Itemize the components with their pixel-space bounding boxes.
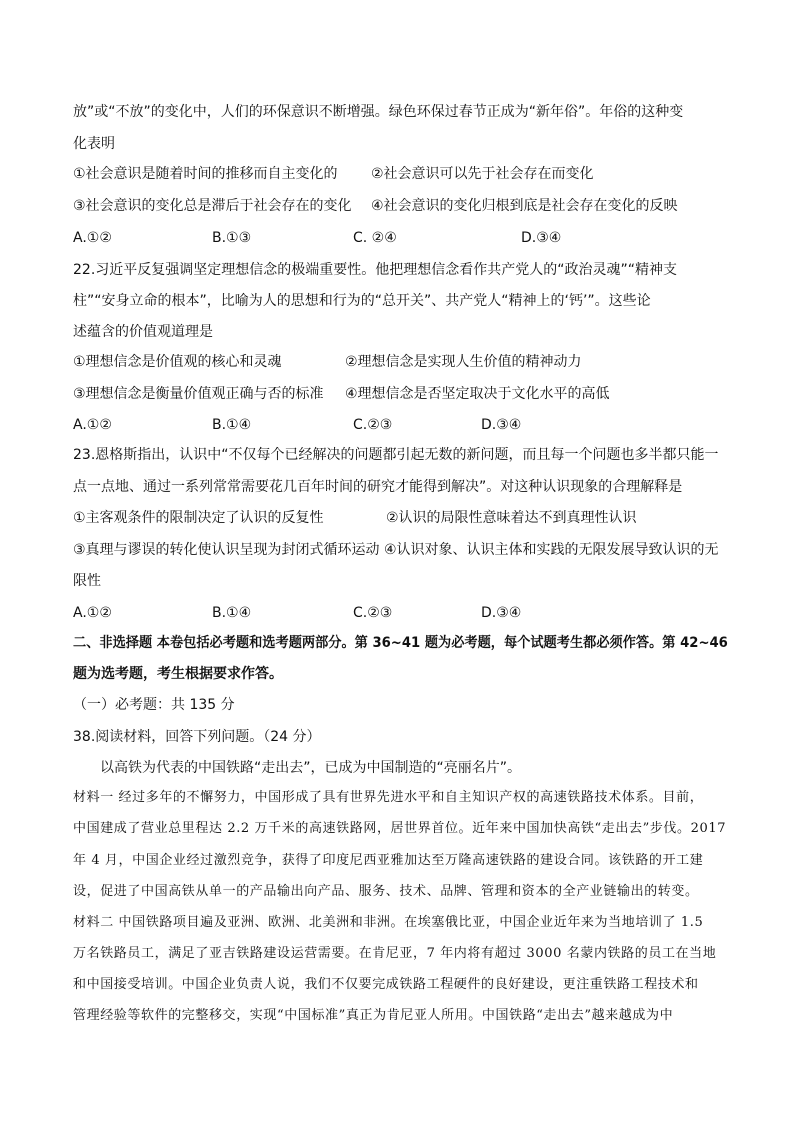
q21-option-3: ③社会意识的变化总是滞后于社会存在的变化 (73, 198, 352, 214)
q21-option-2: ②社会意识可以先于社会存在而变化 (371, 166, 594, 182)
q21-option-4: ④社会意识的变化归根到底是社会存在变化的反映 (371, 198, 678, 214)
q22-option-4: ④理想信念是否坚定取决于文化水平的高低 (345, 386, 610, 402)
q21-choice-c: C. ②④ (353, 230, 397, 246)
q22-option-2: ②理想信念是实现人生价值的精神动力 (345, 354, 582, 370)
q21-stem-line1: 放”或“不放”的变化中，人们的环保意识不断增强。绿色环保过春节正成为“新年俗”。年俗的这种变 (73, 104, 684, 120)
q23-stem-line2: 点一点地、通过一系列常常需要花几百年时间的研究才能得到解决”。对这种认识现象的合理解释是 (73, 479, 683, 495)
q23-option-1: ①主客观条件的限制决定了认识的反复性 (73, 510, 324, 526)
q38-material2-line4: 管理经验等软件的完整移交，实现“中国标准”真正为肯尼亚人所用。中国铁路“走出去”越来越成为中 (73, 1008, 674, 1023)
q21-choice-d: D.③④ (521, 230, 562, 246)
q21-stem-line2: 化表明 (73, 136, 115, 152)
q38-intro: 以高铁为代表的中国铁路“走出去”，已成为中国制造的“亮丽名片”。 (100, 760, 522, 776)
q22-choice-a: A.①② (73, 417, 112, 433)
q22-stem-line3: 述蕴含的价值观道理是 (73, 324, 213, 340)
q23-option-3-4: ③真理与谬误的转化使认识呈现为封闭式循环运动 ④认识对象、认识主体和实践的无限发展导致认识的无 (73, 542, 719, 558)
q21-option-1: ①社会意识是随着时间的推移而自主变化的 (73, 166, 338, 182)
q22-stem-line2: 柱”“安身立命的根本”，比喻为人的思想和行为的“总开关”、共产党人“精神上的‘钙’”。这些论 (73, 293, 651, 309)
q38-material1-line2: 中国建成了营业总里程达 2.2 万千米的高速铁路网，居世界首位。近年来中国加快高铁“走出去”步伐。2017 (73, 821, 727, 836)
q38-title: 38.阅读材料，回答下列问题。（24 分） (73, 729, 321, 745)
section2-subheading: （一）必考题：共 135 分 (73, 697, 235, 713)
q22-stem-line1: 22.习近平反复强调坚定理想信念的极端重要性。他把理想信念看作共产党人的“政治灵魂”“精神支 (73, 262, 678, 278)
q38-material2-line3: 和中国接受培训。中国企业负责人说，我们不仅要完成铁路工程硬件的良好建设，更注重铁路工程技术和 (73, 977, 699, 992)
q38-material1-line1: 材料一 经过多年的不懈努力，中国形成了具有世界先进水平和自主知识产权的高速铁路技术体系。目前， (73, 790, 704, 805)
q22-choice-d: D.③④ (481, 417, 522, 433)
section2-heading-line1: 二、非选择题 本卷包括必考题和选考题两部分。第 36~41 题为必考题，每个试题考生都必须作答。第 42~46 (73, 635, 728, 651)
q23-option-4-cont: 限性 (73, 573, 101, 589)
q23-choice-c: C.②③ (353, 605, 393, 621)
section2-heading-line2: 题为选考题，考生根据要求作答。 (73, 666, 283, 682)
q22-choice-c: C.②③ (353, 417, 393, 433)
q38-material2-line1: 材料二 中国铁路项目遍及亚洲、欧洲、北美洲和非洲。在埃塞俄比亚，中国企业近年来为当地培训了 1.5 (73, 915, 704, 930)
q22-option-3: ③理想信念是衡量价值观正确与否的标准 (73, 386, 324, 402)
q38-material1-line3: 年 4 月，中国企业经过激烈竞争，获得了印度尼西亚雅加达至万隆高速铁路的建设合同。该铁路的开工建 (73, 853, 704, 868)
q22-option-1: ①理想信念是价值观的核心和灵魂 (73, 354, 282, 370)
q23-option-2: ②认识的局限性意味着达不到真理性认识 (386, 510, 637, 526)
q38-material2-line2: 万名铁路员工，满足了亚吉铁路建设运营需要。在肯尼亚，7 年内将有超过 3000 名蒙内铁路的员工在当地 (73, 946, 717, 961)
q38-material1-line4: 设，促进了中国高铁从单一的产品输出向产品、服务、技术、品牌、管理和资本的全产业链输出的转变。 (73, 884, 699, 899)
q23-choice-d: D.③④ (481, 605, 522, 621)
q22-choice-b: B.①④ (212, 417, 252, 433)
q23-choice-a: A.①② (73, 605, 112, 621)
q21-choice-b: B.①③ (212, 230, 252, 246)
q23-stem-line1: 23.恩格斯指出，认识中“不仅每个已经解决的问题都引起无数的新问题，而且每一个问题也多半都只能一 (73, 447, 719, 463)
q23-choice-b: B.①④ (212, 605, 252, 621)
q21-choice-a: A.①② (73, 230, 112, 246)
